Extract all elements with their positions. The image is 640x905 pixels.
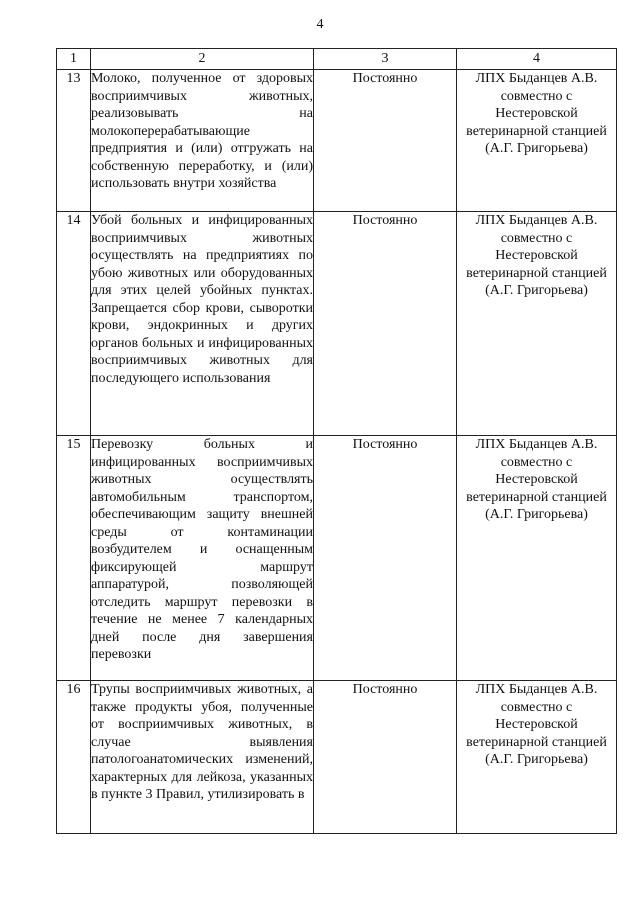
responsible-line: ЛПХ Быданцев А.В. — [475, 71, 598, 86]
measure-responsible — [457, 212, 617, 436]
responsible-line: (А.Г. Григорьева) — [485, 507, 588, 522]
table-row — [57, 212, 617, 436]
measure-text-content: Перевозку больных и инфицированных восприимчивых животных осуществлять автомобильным транспортом, обеспечивающим защиту внешней среды от контаминации возбудителем и оснащенным фиксирующей маршрут аппаратурой, позволяющей отследить маршрут перевозки в течение не менее 7 календарных дней после дня завершения перевозки — [91, 437, 313, 662]
measure-text — [91, 212, 314, 436]
column-header-2: 2 — [91, 49, 314, 70]
table-row — [57, 681, 617, 834]
responsible-line: ветеринарной станцией — [466, 265, 607, 281]
row-number: 14 — [57, 212, 91, 436]
responsible-line: Нестеровской — [495, 248, 578, 263]
row-number: 15 — [57, 436, 91, 681]
column-header-4: 4 — [457, 49, 617, 70]
responsible-line: ветеринарной станцией — [466, 734, 607, 750]
responsible-line: совместно с — [500, 88, 573, 104]
measure-term: Постоянно — [314, 436, 457, 681]
measure-text — [91, 681, 314, 834]
measure-text-content: Убой больных и инфицированных восприимчивых животных осуществлять на предприятиях по убою животных или оборудованных для этих целей убойных пунктах. Запрещается сбор крови, сыворотки крови, эндокринных и других органов больных и инфицированных восприимчивых животных для последующего использования — [91, 213, 313, 386]
measure-text-content: Молоко, полученное от здоровых восприимчивых животных, реализовывать на молокоперерабатывающие предприятия и (или) отгружать на собственную переработку, и (или) использовать внутри хозяйства — [91, 71, 313, 191]
measures-table — [56, 48, 617, 834]
responsible-line: совместно с — [500, 454, 573, 470]
responsible-line: ЛПХ Быданцев А.В. — [475, 437, 598, 452]
responsible-line: ветеринарной станцией — [466, 123, 607, 139]
table-row — [57, 436, 617, 681]
responsible-line: ЛПХ Быданцев А.В. — [475, 213, 598, 228]
measure-term: Постоянно — [314, 681, 457, 834]
measure-responsible — [457, 436, 617, 681]
responsible-line: совместно с — [500, 699, 573, 715]
responsible-line: ЛПХ Быданцев А.В. — [475, 682, 598, 697]
row-number: 13 — [57, 70, 91, 212]
responsible-line: совместно с — [500, 230, 573, 246]
column-header-1: 1 — [57, 49, 91, 70]
table-row — [57, 70, 617, 212]
measure-term: Постоянно — [314, 70, 457, 212]
responsible-line: (А.Г. Григорьева) — [485, 141, 588, 156]
measure-text — [91, 436, 314, 681]
measure-responsible — [457, 681, 617, 834]
responsible-line: (А.Г. Григорьева) — [485, 283, 588, 298]
responsible-line: Нестеровской — [495, 106, 578, 121]
measure-responsible — [457, 70, 617, 212]
measure-term: Постоянно — [314, 212, 457, 436]
responsible-line: ветеринарной станцией — [466, 489, 607, 505]
responsible-line: Нестеровской — [495, 717, 578, 732]
table-header-row — [57, 49, 617, 70]
measure-text-content: Трупы восприимчивых животных, а также продукты убоя, полученные от восприимчивых животных, в случае выявления патологоанатомических изменений, характерных для лейкоза, указанных в пункте 3 Правил, утилизировать в — [91, 682, 313, 802]
responsible-line: (А.Г. Григорьева) — [485, 752, 588, 767]
responsible-line: Нестеровской — [495, 472, 578, 487]
measure-text — [91, 70, 314, 212]
column-header-3: 3 — [314, 49, 457, 70]
page-number: 4 — [316, 17, 324, 32]
row-number: 16 — [57, 681, 91, 834]
